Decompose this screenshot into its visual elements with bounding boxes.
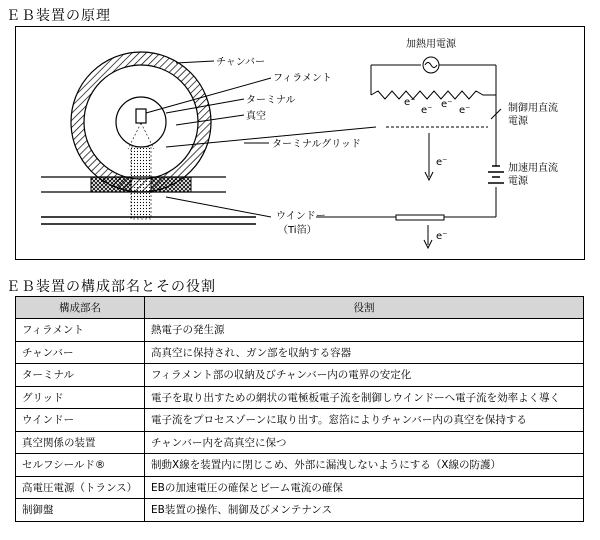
component-role: EBの加速電圧の確保とビーム電流の確保	[145, 476, 584, 499]
table-row	[16, 319, 584, 342]
component-role: EB装置の操作、制御及びメンテナンス	[145, 499, 584, 522]
window-foil	[396, 215, 444, 220]
label-heating-power: 加熱用電源	[406, 39, 456, 50]
table-row	[16, 431, 584, 454]
table-row	[16, 499, 584, 522]
label-window-foil: （Ti箔）	[278, 225, 317, 236]
components-table	[15, 296, 584, 522]
filament-mark	[136, 109, 146, 123]
component-name: 制御盤	[16, 499, 145, 522]
component-name: フィラメント	[16, 319, 145, 342]
component-role: 電子流をプロセスゾーンに取り出す。窓箔によりチャンバー内の真空を保持する	[145, 409, 584, 432]
component-role: 熱電子の発生源	[145, 319, 584, 342]
component-name: チャンバー	[16, 341, 145, 364]
header-role: 役割	[145, 297, 584, 319]
table-row	[16, 386, 584, 409]
label-window: ウインドー	[276, 211, 326, 222]
label-vacuum: 真空	[246, 111, 266, 122]
electron-beam	[131, 147, 151, 219]
component-name: ターミナル	[16, 364, 145, 387]
label-accel-dc-1: 加速用直流	[508, 163, 558, 174]
component-role: 電子を取り出すための網状の電極板電子流を制御しウインドーへ電子流を効率よく導く	[145, 386, 584, 409]
label-control-dc-2: 電源	[508, 116, 528, 127]
diagram-frame	[15, 26, 585, 260]
filament-resistor	[371, 91, 496, 99]
electron-label: e⁻	[459, 105, 471, 116]
table-row	[16, 409, 584, 432]
label-accel-dc-2: 電源	[508, 176, 528, 187]
table-title: ＥＢ装置の構成部名とその役割	[6, 279, 216, 295]
component-role: チャンバー内を高真空に保つ	[145, 431, 584, 454]
component-role: 制動X線を装置内に閉じこめ、外部に漏洩しないようにする（X線の防護）	[145, 454, 584, 477]
eb-principle-diagram	[16, 27, 584, 259]
electron-label: e⁻	[404, 97, 416, 108]
label-control-dc-1: 制御用直流	[508, 103, 558, 114]
label-terminal: ターミナル	[246, 95, 296, 106]
table-row	[16, 341, 584, 364]
table-header-row	[16, 297, 584, 319]
table-row	[16, 476, 584, 499]
label-chamber: チャンバー	[216, 57, 265, 68]
table-row	[16, 364, 584, 387]
electron-label: e⁻	[436, 157, 448, 168]
electron-label: e⁻	[436, 231, 448, 242]
header-component: 構成部名	[16, 297, 145, 319]
label-filament: フィラメント	[273, 73, 332, 84]
component-name: セルフシールド®	[16, 454, 145, 477]
component-role: フィラメント部の収納及びチャンバー内の電界の安定化	[145, 364, 584, 387]
window-flange-right	[151, 177, 191, 192]
electron-label: e⁻	[441, 99, 453, 110]
component-name: 高電圧電源（トランス）	[16, 476, 145, 499]
diagram-title: ＥＢ装置の原理	[6, 8, 111, 24]
label-terminal-grid: ターミナルグリッド	[272, 139, 361, 150]
window-flange-left	[91, 177, 131, 192]
electron-label: e⁻	[421, 105, 433, 116]
component-name: 真空関係の装置	[16, 431, 145, 454]
component-name: ウインドー	[16, 409, 145, 432]
component-role: 高真空に保持され、ガン部を収納する容器	[145, 341, 584, 364]
component-name: グリッド	[16, 386, 145, 409]
table-row	[16, 454, 584, 477]
